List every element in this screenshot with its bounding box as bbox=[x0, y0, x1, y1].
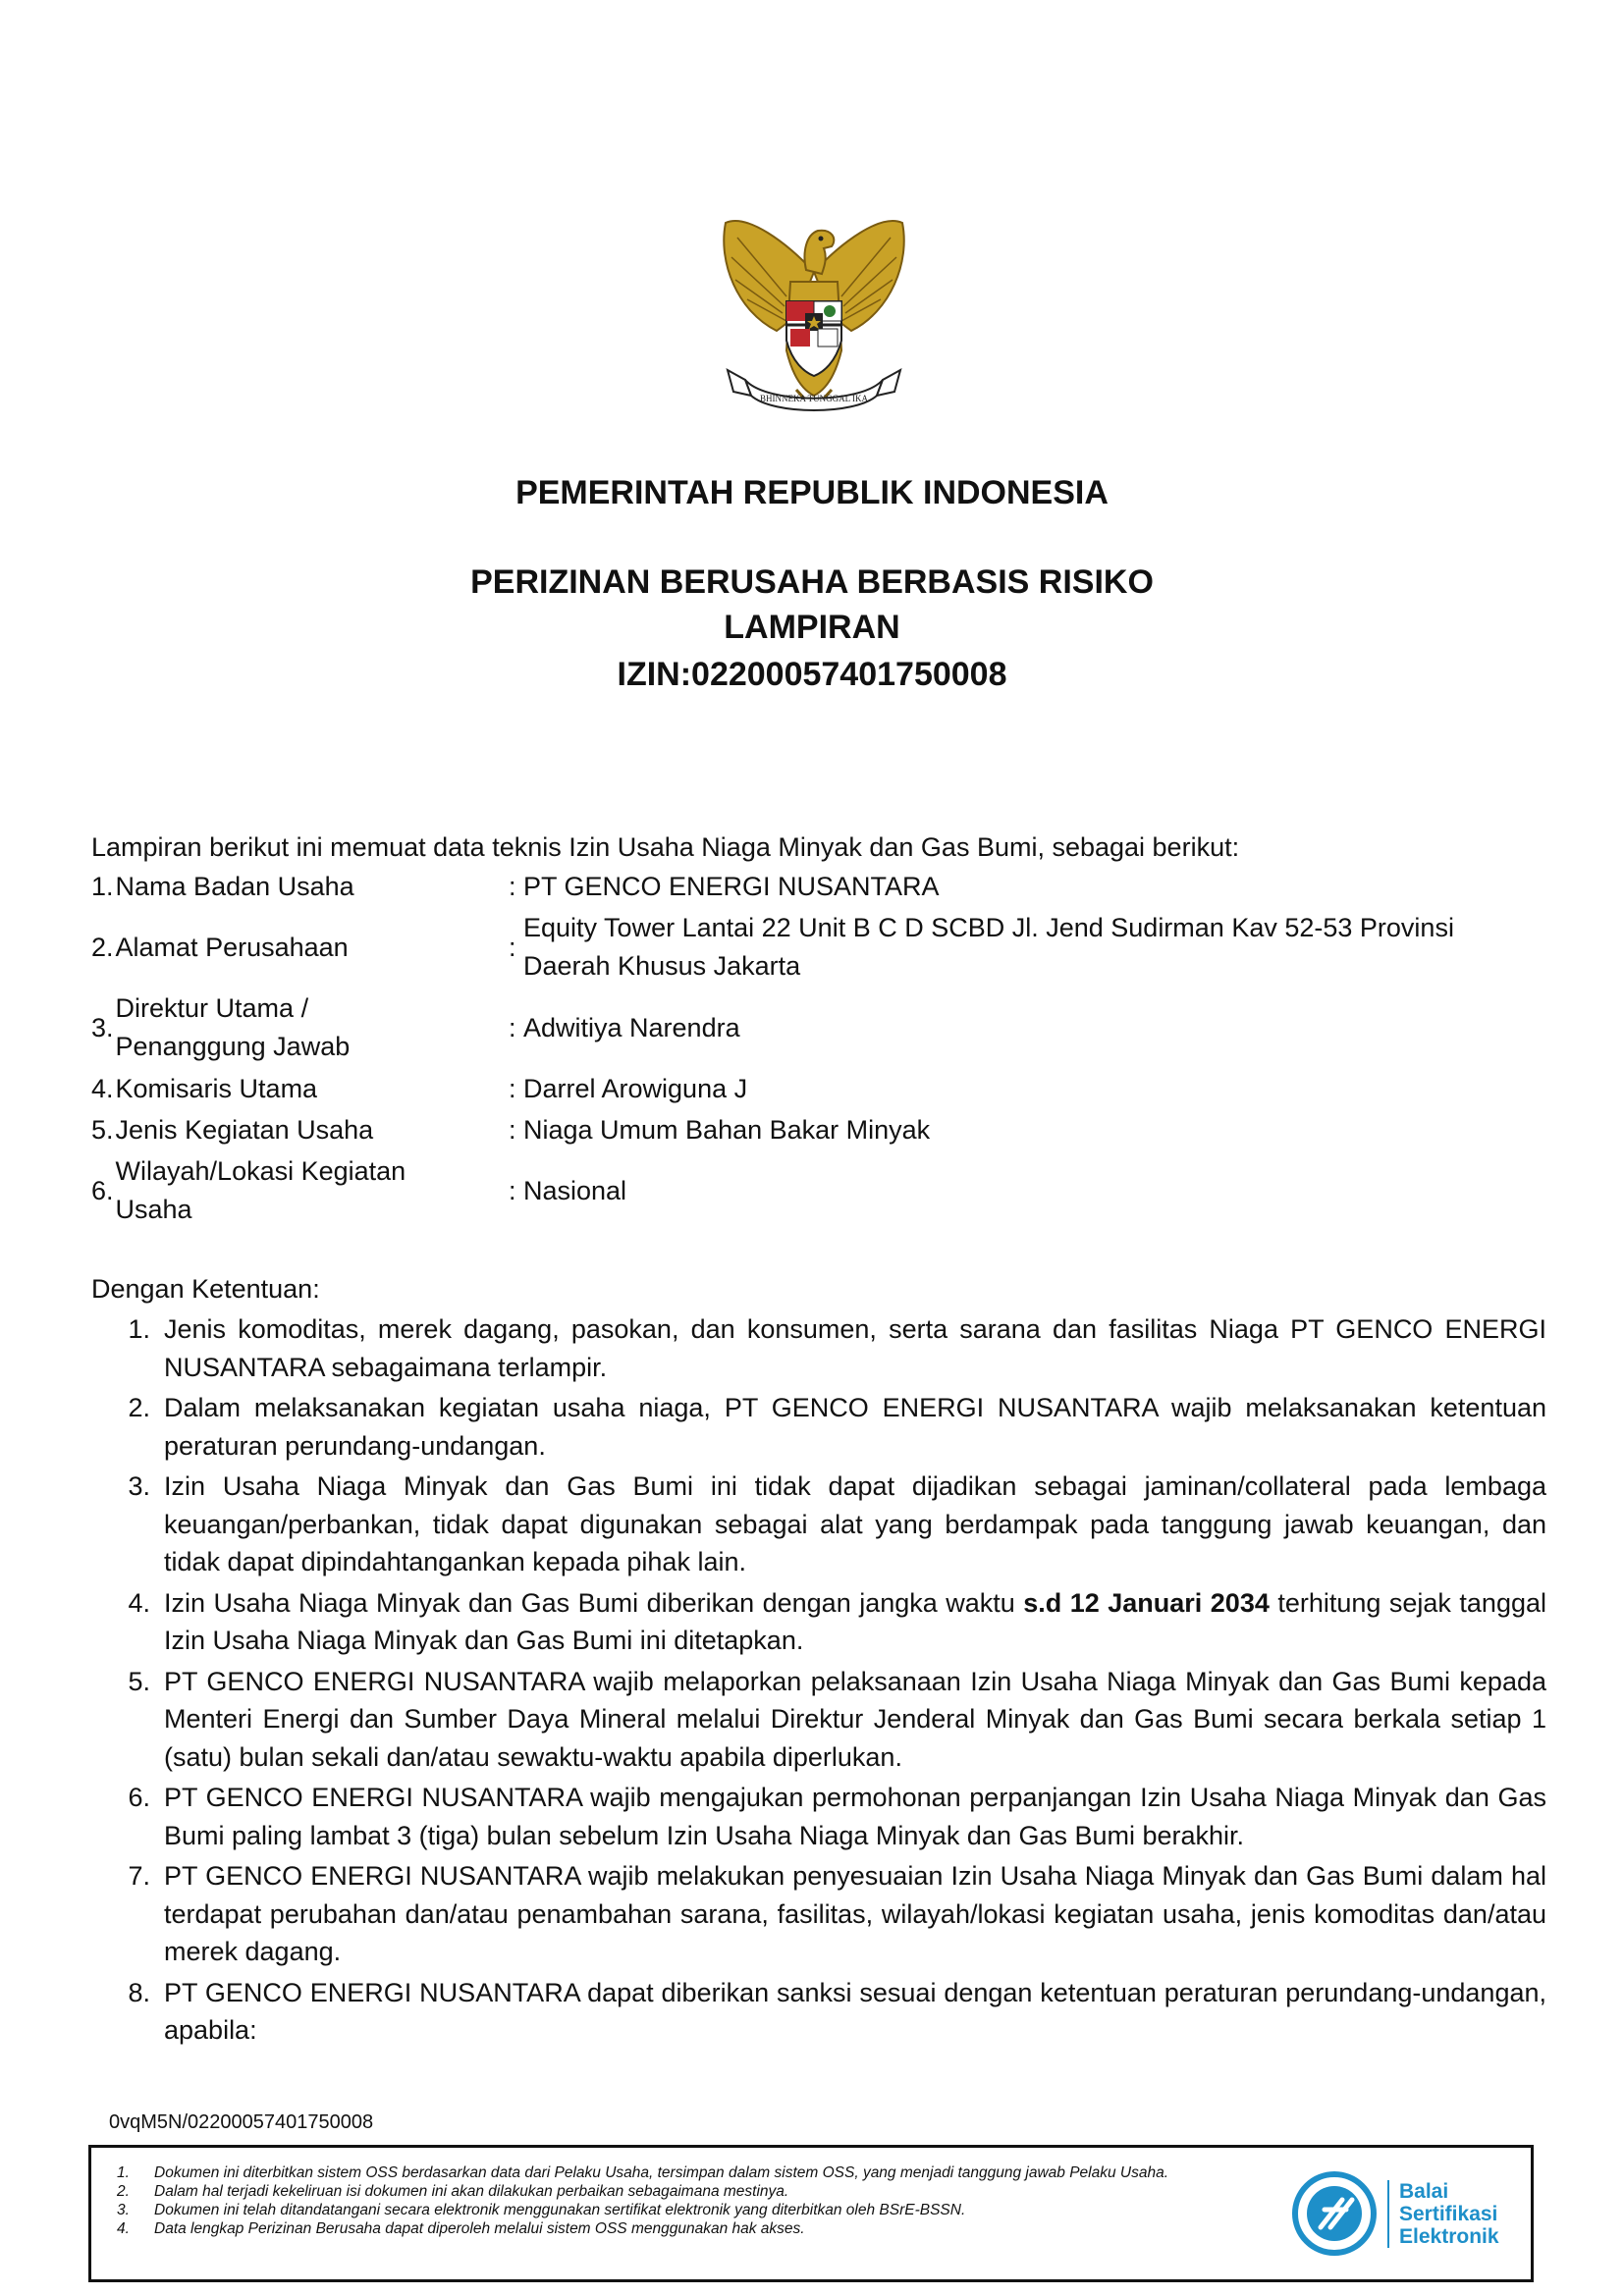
permit-title: PERIZINAN BERUSAHA BERBASIS RISIKO bbox=[470, 563, 1154, 601]
bsre-text bbox=[1387, 2180, 1499, 2248]
bsre-seal-icon bbox=[1291, 2170, 1378, 2257]
list-item bbox=[109, 2219, 1238, 2238]
field-number: 3. bbox=[91, 1012, 114, 1042]
field-value: Darrel Arowiguna J bbox=[523, 1073, 748, 1103]
business-data-table bbox=[91, 866, 1505, 1231]
list-item bbox=[98, 1468, 1546, 1581]
intro-text: Lampiran berikut ini memuat data teknis Izin Usaha Niaga Minyak dan Gas Bumi, sebagai berikut: bbox=[91, 832, 1240, 862]
lampiran-title: LAMPIRAN bbox=[724, 609, 900, 646]
government-title: PEMERINTAH REPUBLIK INDONESIA bbox=[515, 474, 1109, 511]
field-colon: : bbox=[509, 871, 516, 901]
note-number: 4. bbox=[117, 2220, 130, 2237]
field-value: Adwitiya Narendra bbox=[523, 1012, 740, 1042]
list-item bbox=[109, 2201, 1238, 2219]
field-label: Jenis Kegiatan Usaha bbox=[115, 1114, 374, 1145]
clause-text: PT GENCO ENERGI NUSANTARA wajib melakukan penyesuaian Izin Usaha Niaga Minyak dan Gas Bumi dalam hal terdapat perubahan dan/atau penambahan sarana, fasilitas, wilayah/lokasi kegiatan usaha, jenis komoditas dan/atau merek dagang. bbox=[164, 1861, 1546, 1966]
field-row bbox=[91, 907, 1505, 988]
note-number: 1. bbox=[117, 2164, 130, 2181]
clause-text-part: Izin Usaha Niaga Minyak dan Gas Bumi diberikan dengan jangka waktu bbox=[164, 1587, 1024, 1618]
field-value: PT GENCO ENERGI NUSANTARA bbox=[523, 871, 940, 901]
list-item bbox=[98, 1310, 1546, 1386]
field-colon: : bbox=[509, 1073, 516, 1103]
field-number: 1. bbox=[91, 871, 114, 901]
izin-number: IZIN:02200057401750008 bbox=[617, 656, 1007, 693]
list-item bbox=[98, 1779, 1546, 1854]
bsre-logo bbox=[1291, 2169, 1517, 2258]
list-item bbox=[98, 1663, 1546, 1777]
clause-number: 1. bbox=[128, 1314, 150, 1344]
clause-number: 3. bbox=[128, 1471, 150, 1501]
clause-number: 2. bbox=[128, 1393, 150, 1422]
clause-number: 6. bbox=[128, 1783, 150, 1812]
field-colon: : bbox=[509, 932, 516, 962]
field-label: Direktur Utama / Penanggung Jawab bbox=[115, 993, 351, 1061]
clause-text bbox=[164, 1584, 1546, 1660]
list-item bbox=[98, 1857, 1546, 1971]
clause-number: 4. bbox=[128, 1587, 150, 1618]
clause-text: PT GENCO ENERGI NUSANTARA dapat diberikan sanksi sesuai dengan ketentuan peraturan perundang-undangan, apabila: bbox=[164, 1977, 1546, 2045]
field-label: Alamat Perusahaan bbox=[115, 932, 349, 962]
clause-number: 5. bbox=[128, 1666, 150, 1696]
clause-text: Jenis komoditas, merek dagang, pasokan, dan konsumen, serta sarana dan fasilitas Niaga PT GENCO ENERGI NUSANTARA sebagaimana terlampir. bbox=[164, 1314, 1546, 1382]
field-colon: : bbox=[509, 1114, 516, 1145]
clause-text: Dalam melaksanakan kegiatan usaha niaga, PT GENCO ENERGI NUSANTARA wajib melaksanakan ketentuan peraturan perundang-undangan. bbox=[164, 1393, 1546, 1461]
field-value: Nasional bbox=[523, 1175, 627, 1205]
garuda-emblem bbox=[708, 203, 920, 425]
field-row bbox=[91, 1109, 1505, 1150]
list-item bbox=[109, 2163, 1238, 2182]
field-value: Equity Tower Lantai 22 Unit B C D SCBD Jl. Jend Sudirman Kav 52-53 Provinsi Daerah Khusus Jakarta bbox=[523, 913, 1454, 981]
note-number: 3. bbox=[117, 2202, 130, 2218]
note-text: Dokumen ini diterbitkan sistem OSS berdasarkan data dari Pelaku Usaha, tersimpan dalam sistem OSS, yang menjadi tanggung jawab Pelaku Usaha. bbox=[154, 2164, 1169, 2181]
field-label: Nama Badan Usaha bbox=[115, 871, 354, 901]
list-item bbox=[98, 1389, 1546, 1465]
clause-number: 8. bbox=[128, 1977, 150, 2007]
field-number: 2. bbox=[91, 932, 114, 962]
field-row bbox=[91, 866, 1505, 907]
svg-text:BHINNEKA TUNGGAL IKA: BHINNEKA TUNGGAL IKA bbox=[760, 394, 868, 403]
clause-text: Izin Usaha Niaga Minyak dan Gas Bumi ini tidak dapat dijadikan sebagai jaminan/collateral pada lembaga keuangan/perbankan, tidak dapat digunakan sebagai alat yang berdampak pada tanggung jawab keuangan, dan tidak dapat dipindahtangankan kepada pihak lain. bbox=[164, 1471, 1546, 1576]
field-label: Komisaris Utama bbox=[115, 1073, 318, 1103]
ketentuan-title: Dengan Ketentuan: bbox=[91, 1274, 320, 1304]
bsre-line: Sertifikasi bbox=[1399, 2202, 1498, 2225]
footer-notes-list bbox=[109, 2163, 1238, 2238]
field-row bbox=[91, 988, 1505, 1068]
list-item bbox=[109, 2182, 1238, 2201]
field-number: 4. bbox=[91, 1073, 114, 1103]
field-row bbox=[91, 1068, 1505, 1109]
note-text: Dokumen ini telah ditandatangani secara elektronik menggunakan sertifikat elektronik yang diterbitkan oleh BSrE-BSSN. bbox=[154, 2202, 966, 2218]
field-row bbox=[91, 1150, 1505, 1231]
bsre-line: Balai bbox=[1399, 2179, 1449, 2203]
ketentuan-list bbox=[98, 1310, 1546, 2053]
document-code: 0vqM5N/02200057401750008 bbox=[109, 2111, 374, 2133]
field-colon: : bbox=[509, 1012, 516, 1042]
clause-text-part: terhitung sejak tanggal Izin Usaha Niaga Minyak dan Gas Bumi ini ditetapkan. bbox=[164, 1587, 1546, 1655]
field-number: 5. bbox=[91, 1114, 114, 1145]
note-text: Dalam hal terjadi kekeliruan isi dokumen ini akan dilakukan perbaikan sebagaimana mestinya. bbox=[154, 2183, 789, 2200]
field-number: 6. bbox=[91, 1175, 114, 1205]
footer-notes-box bbox=[88, 2145, 1534, 2282]
clause-text: PT GENCO ENERGI NUSANTARA wajib mengajukan permohonan perpanjangan Izin Usaha Niaga Minyak dan Gas Bumi paling lambat 3 (tiga) bulan sebelum Izin Usaha Niaga Minyak dan Gas Bumi berakhir. bbox=[164, 1783, 1546, 1850]
list-item bbox=[98, 1584, 1546, 1660]
validity-date: s.d 12 Januari 2034 bbox=[1023, 1587, 1270, 1618]
clause-number: 7. bbox=[128, 1861, 150, 1891]
note-number: 2. bbox=[117, 2183, 130, 2200]
field-label: Wilayah/Lokasi Kegiatan Usaha bbox=[115, 1156, 406, 1224]
clause-text: PT GENCO ENERGI NUSANTARA wajib melaporkan pelaksanaan Izin Usaha Niaga Minyak dan Gas Bumi kepada Menteri Energi dan Sumber Daya Mineral melalui Direktur Jenderal Minyak dan Gas Bumi secara berkala setiap 1 (satu) bulan sekali dan/atau sewaktu-waktu apabila diperlukan. bbox=[164, 1666, 1546, 1772]
note-text: Data lengkap Perizinan Berusaha dapat diperoleh melalui sistem OSS menggunakan hak akses. bbox=[154, 2220, 805, 2237]
field-value: Niaga Umum Bahan Bakar Minyak bbox=[523, 1114, 931, 1145]
list-item bbox=[98, 1974, 1546, 2050]
field-colon: : bbox=[509, 1175, 516, 1205]
bsre-line: Elektronik bbox=[1399, 2224, 1499, 2248]
